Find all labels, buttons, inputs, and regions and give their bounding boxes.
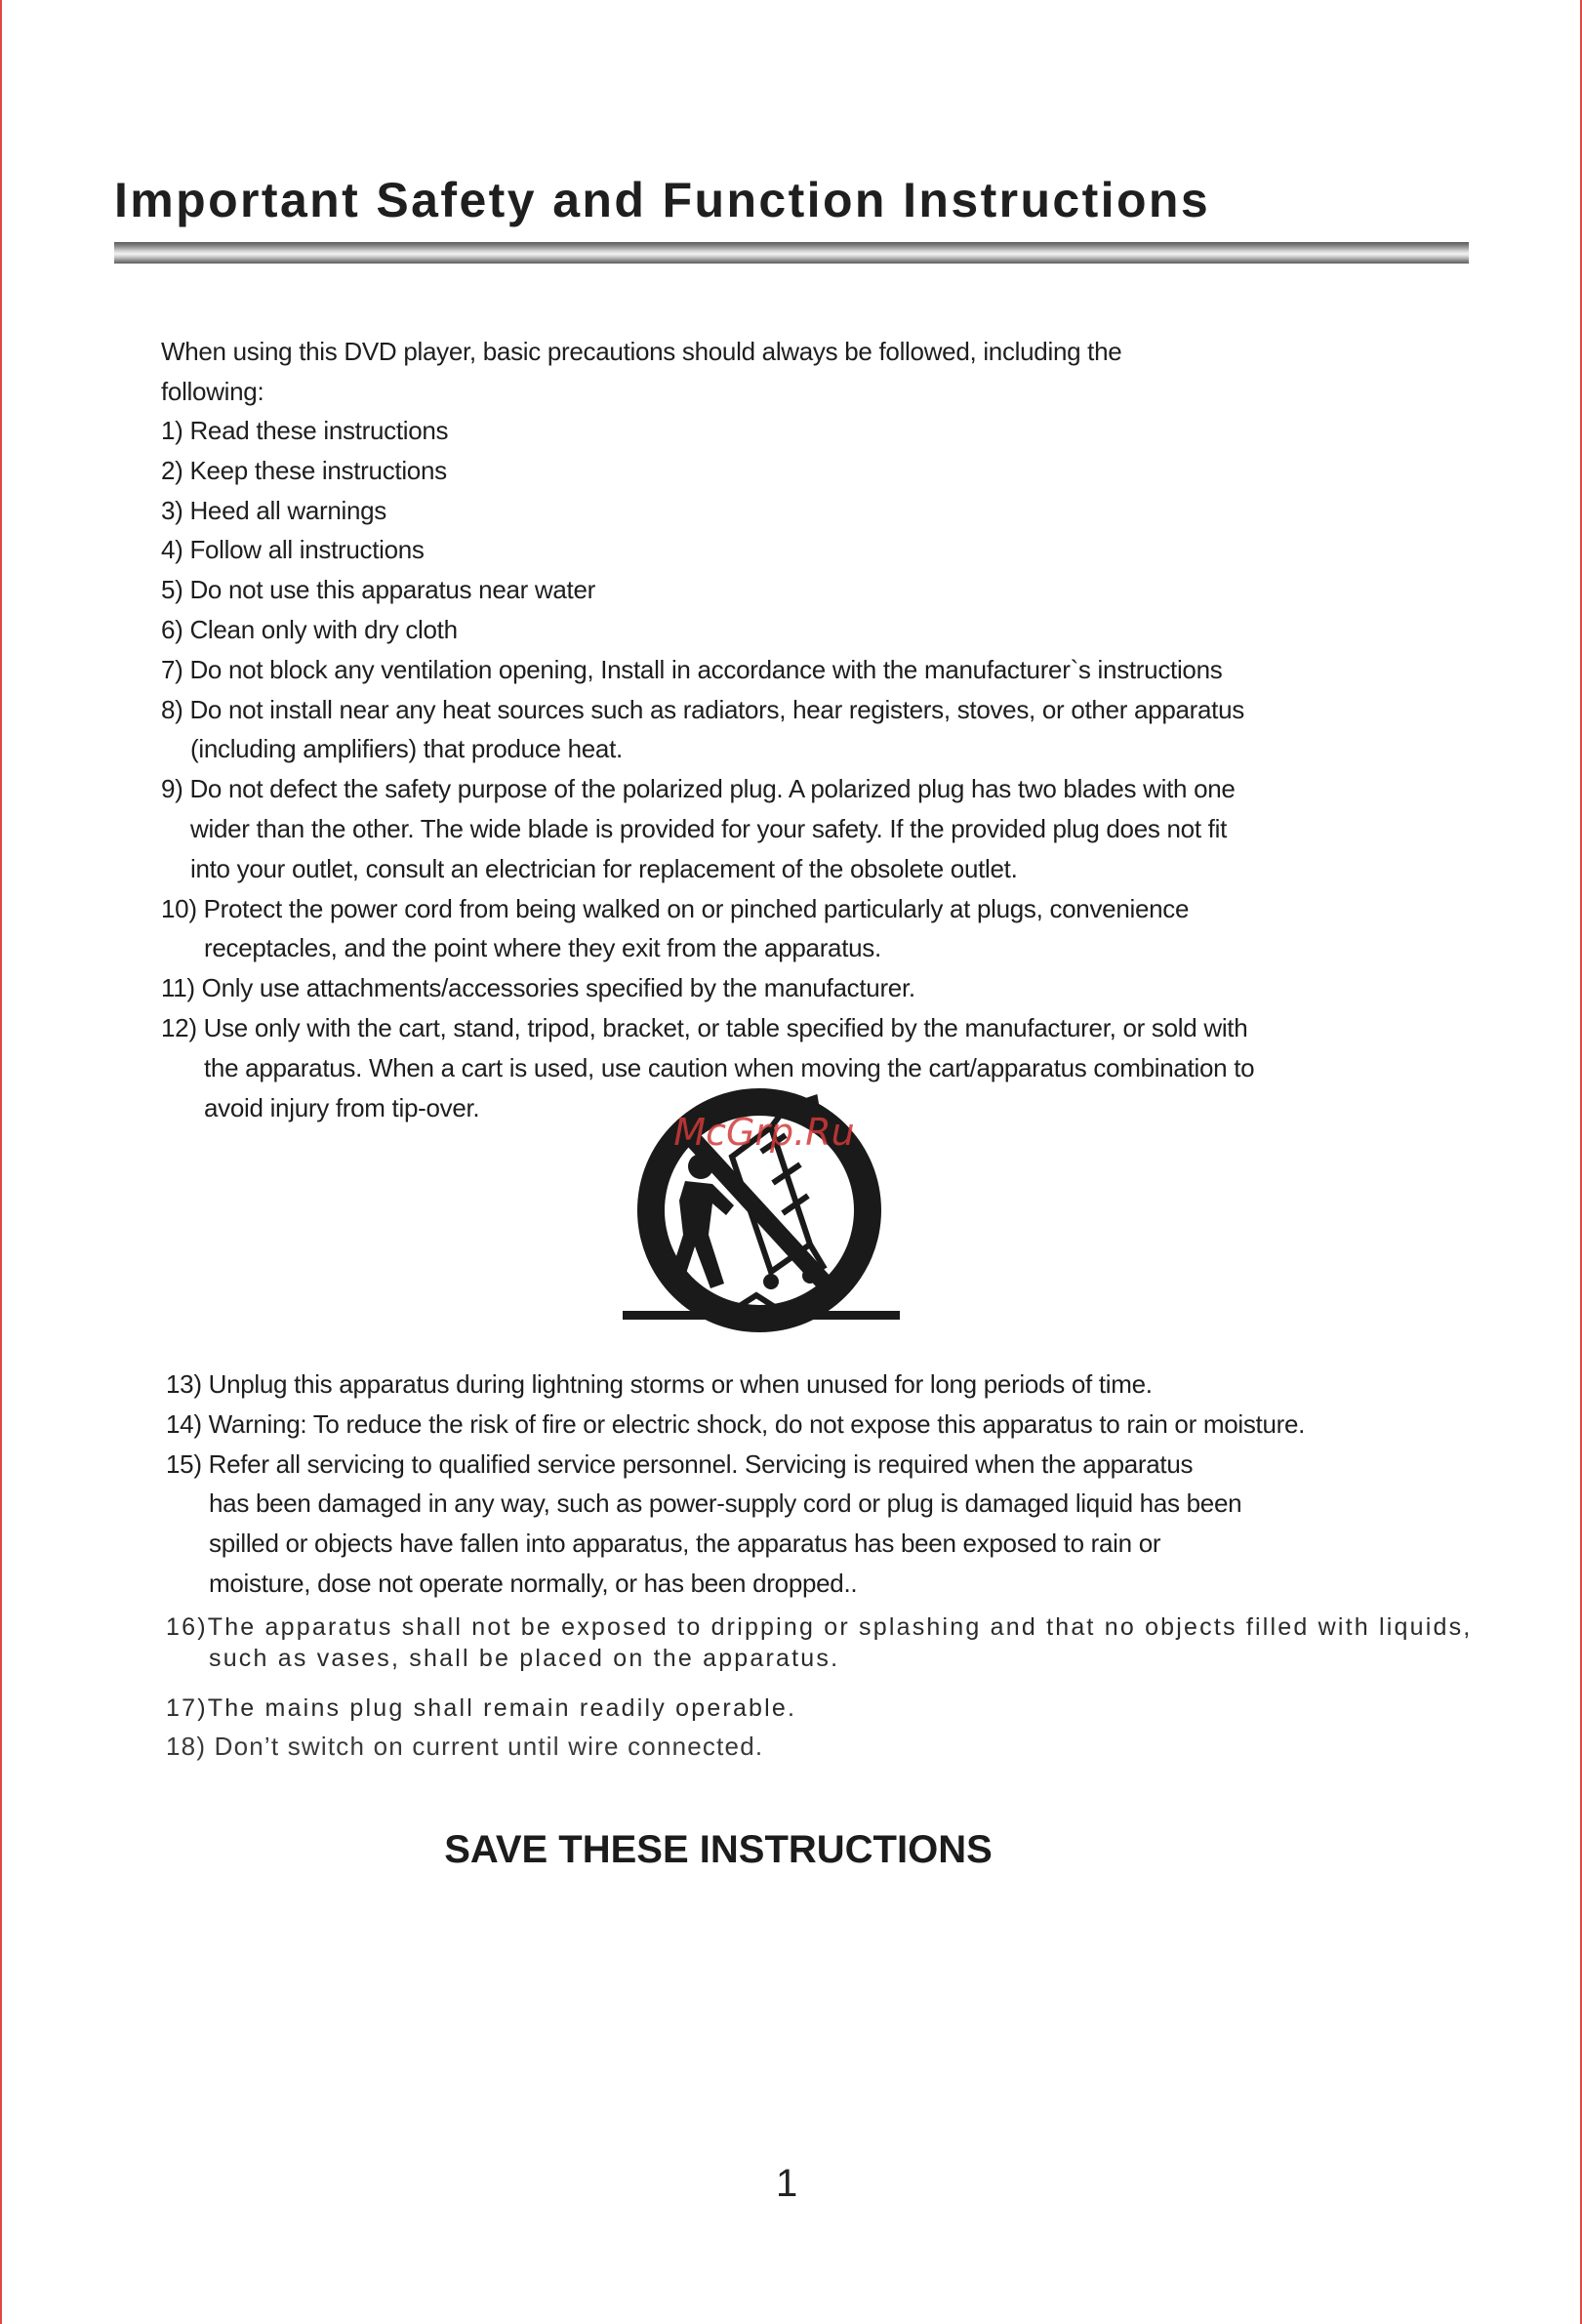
intro-paragraph <box>161 332 1430 412</box>
instruction-item-16 <box>166 1611 1472 1674</box>
list-item-line: receptacles, and the point where they exit from the apparatus. <box>204 933 881 963</box>
list-item-line: spilled or objects have fallen into apparatus, the apparatus has been exposed to rain or <box>209 1529 1161 1559</box>
list-item <box>161 451 1254 491</box>
list-item <box>161 889 1254 969</box>
list-item-line: the apparatus. When a cart is used, use caution when moving the cart/apparatus combination to <box>204 1052 1255 1082</box>
page-number: 1 <box>776 2162 798 2205</box>
item16-line-2: such as vases, shall be placed on the apparatus. <box>209 1645 840 1672</box>
instruction-item-17: 17)The mains plug shall remain readily operable. <box>166 1694 797 1722</box>
list-item <box>161 570 1254 610</box>
list-item-line: 10) Protect the power cord from being walked on or pinched particularly at plugs, convenience <box>161 893 1190 923</box>
list-item-line: 13) Unplug this apparatus during lightning storms or when unused for long periods of time. <box>166 1369 1153 1399</box>
watermark-text: McGrp.Ru <box>673 1111 855 1154</box>
list-item-line: 11) Only use attachments/accessories specified by the manufacturer. <box>161 973 915 1003</box>
list-item-line: avoid injury from tip-over. <box>204 1092 480 1122</box>
list-item <box>166 1405 1305 1445</box>
list-item <box>161 769 1254 888</box>
list-item-line: moisture, dose not operate normally, or has been dropped.. <box>209 1568 858 1598</box>
list-item-line: has been damaged in any way, such as power-supply cord or plug is damaged liquid has been <box>209 1488 1242 1519</box>
intro-line: following: <box>161 376 264 406</box>
list-item-line: 5) Do not use this apparatus near water <box>161 575 596 605</box>
list-item <box>161 690 1254 770</box>
cart-tip-over-warning-icon <box>615 1088 908 1342</box>
save-instructions-heading: SAVE THESE INSTRUCTIONS <box>444 1828 993 1871</box>
list-item <box>161 650 1254 690</box>
list-item-line: 9) Do not defect the safety purpose of the polarized plug. A polarized plug has two blades with one <box>161 774 1236 804</box>
list-item <box>161 610 1254 650</box>
list-item <box>166 1445 1305 1604</box>
list-item-line: 6) Clean only with dry cloth <box>161 614 458 644</box>
instruction-list-2 <box>166 1365 1305 1604</box>
list-item-line: 15) Refer all servicing to qualified service personnel. Servicing is required when the apparatus <box>166 1448 1194 1479</box>
list-item <box>161 968 1254 1008</box>
list-item-line: (including amplifiers) that produce heat. <box>190 734 623 764</box>
list-item-line: 3) Heed all warnings <box>161 495 387 525</box>
list-item-line: 1) Read these instructions <box>161 416 449 445</box>
item16-line-1: 16)The apparatus shall not be exposed to dripping or splashing and that no objects filled with liquids, <box>166 1613 1473 1641</box>
instruction-list-1 <box>161 411 1254 1127</box>
list-item <box>161 411 1254 451</box>
list-item-line: 2) Keep these instructions <box>161 455 447 485</box>
page-title: Important Safety and Function Instructions <box>114 173 1211 227</box>
list-item-line: 4) Follow all instructions <box>161 535 425 565</box>
list-item-line: wider than the other. The wide blade is provided for your safety. If the provided plug does not fit <box>190 813 1227 843</box>
list-item-line: 8) Do not install near any heat sources such as radiators, hear registers, stoves, or other apparatus <box>161 694 1244 724</box>
list-item-line: into your outlet, consult an electrician for replacement of the obsolete outlet. <box>190 853 1018 883</box>
list-item <box>161 491 1254 531</box>
page-edge-left <box>0 0 2 2324</box>
list-item-line: 12) Use only with the cart, stand, tripod, bracket, or table specified by the manufacturer, or sold with <box>161 1012 1248 1042</box>
list-item-line: 7) Do not block any ventilation opening, Install in accordance with the manufacturer`s instructions <box>161 654 1223 684</box>
list-item <box>166 1365 1305 1405</box>
intro-line: When using this DVD player, basic precautions should always be followed, including the <box>161 337 1122 366</box>
instruction-item-18: 18) Don’t switch on current until wire connected. <box>166 1732 764 1761</box>
list-item <box>161 530 1254 570</box>
list-item-line: 14) Warning: To reduce the risk of fire or electric shock, do not expose this apparatus to rain or moisture. <box>166 1408 1306 1439</box>
title-divider <box>114 242 1469 264</box>
